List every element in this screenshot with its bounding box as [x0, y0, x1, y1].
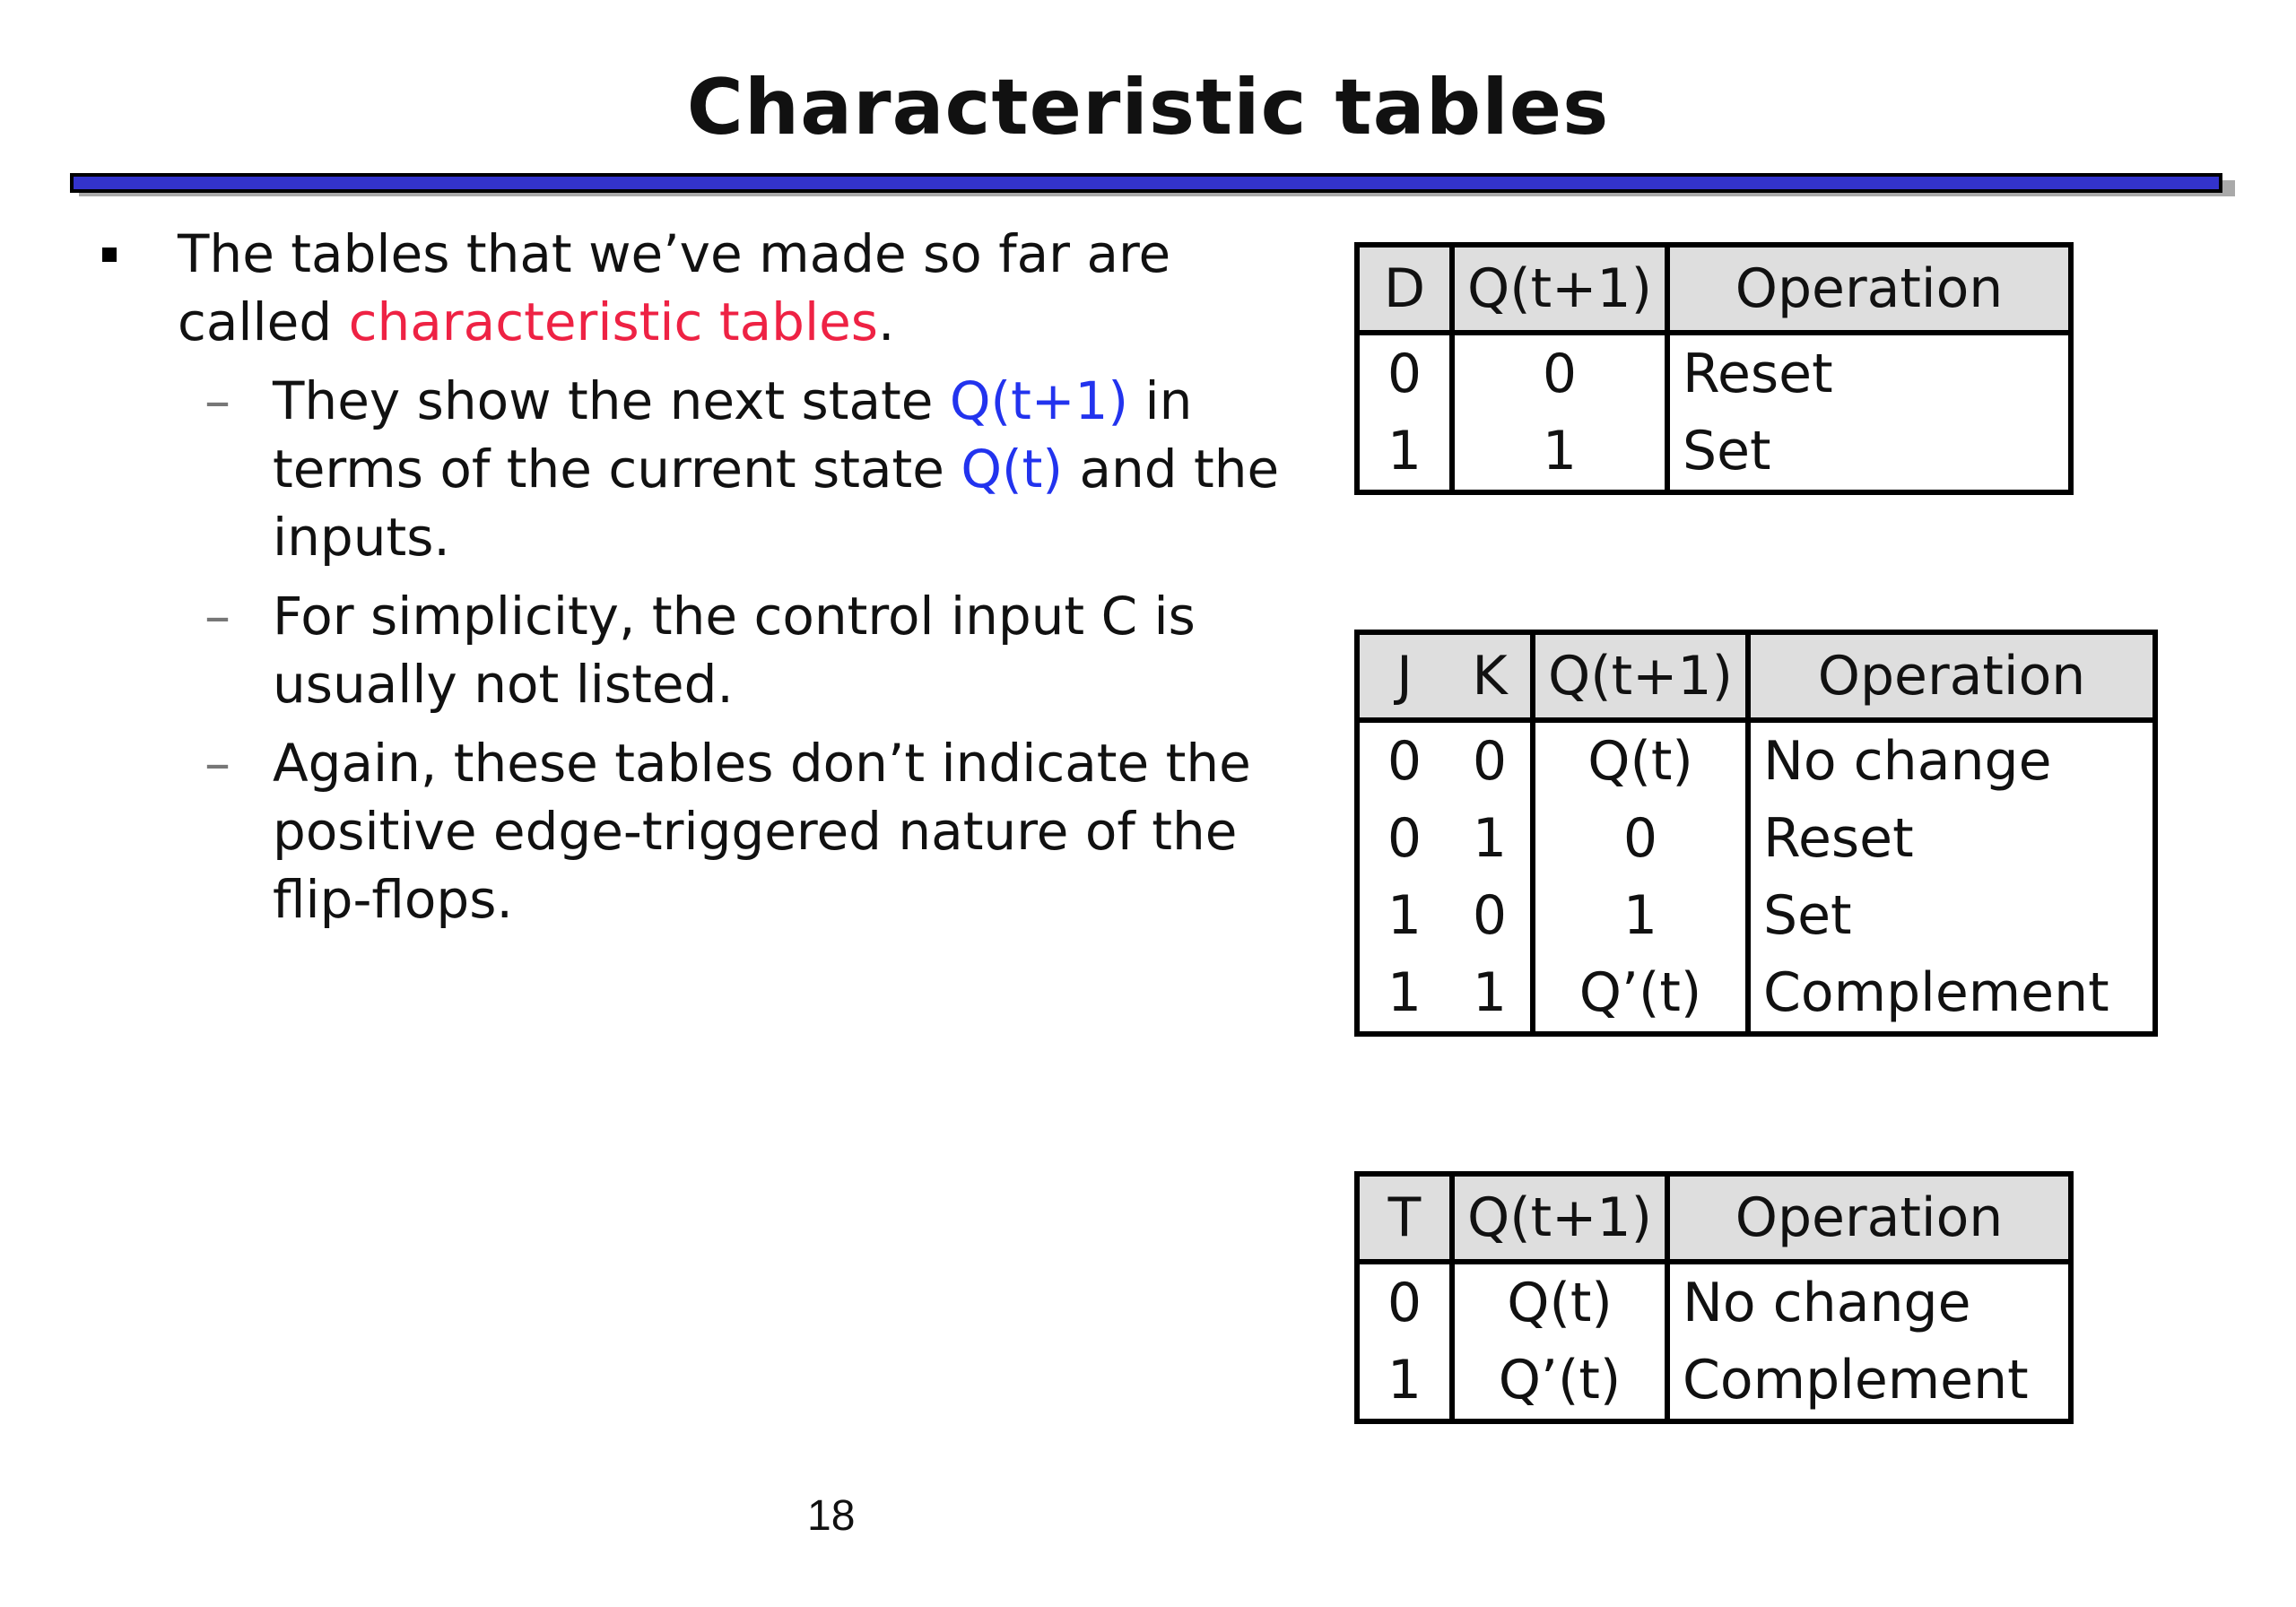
- table-row: [1357, 1262, 2071, 1342]
- table-row: [1357, 333, 2071, 413]
- table-header: Operation: [1667, 245, 2071, 333]
- table-row: [1357, 800, 2155, 877]
- table-row: [1357, 954, 2155, 1034]
- t-characteristic-table: [1354, 1171, 2074, 1424]
- table-cell: Q’(t): [1452, 1342, 1667, 1421]
- table-cell: Q’(t): [1533, 954, 1748, 1034]
- square-bullet-icon: [102, 248, 117, 262]
- sub-bullet-next-state: [90, 367, 1283, 571]
- table-header: Q(t+1): [1452, 245, 1667, 333]
- table-header: Operation: [1667, 1174, 2071, 1262]
- table-header: Q(t+1): [1452, 1174, 1667, 1262]
- sub-bullet-edge-triggered: [90, 729, 1283, 934]
- table-cell: Complement: [1763, 961, 2109, 1024]
- table-header: D: [1357, 245, 1452, 333]
- jk-characteristic-table: [1354, 630, 2158, 1037]
- table-cell: Set: [1683, 420, 1771, 482]
- sub-bullet-text: in terms of the current state: [273, 370, 1193, 499]
- table-cell: 0: [1452, 333, 1667, 413]
- highlight-characteristic-tables: characteristic tables: [348, 291, 878, 352]
- table-header: Operation: [1748, 632, 2155, 720]
- sub-bullet-list: [90, 367, 1283, 934]
- main-bullet: [90, 220, 1283, 356]
- table-cell: No change: [1763, 730, 2052, 793]
- slide-title: Characteristic tables: [686, 63, 1610, 152]
- table-cell: 1: [1452, 413, 1667, 492]
- sub-bullet-control-input: [90, 582, 1283, 718]
- page-number: 18: [807, 1492, 856, 1540]
- table-cell: 1: [1357, 1342, 1452, 1421]
- table-cell: Complement: [1683, 1349, 2029, 1412]
- dash-bullet-icon: –: [204, 586, 230, 647]
- table-cell: Q(t): [1452, 1262, 1667, 1342]
- table-cell: 0: [1387, 807, 1422, 870]
- main-bullet-line1: The tables that we’ve made so far are: [178, 223, 1171, 284]
- sub-bullet-text: They show the next state: [273, 370, 950, 431]
- table-cell: Set: [1763, 884, 1852, 947]
- sub-bullet-text: and the inputs.: [273, 439, 1280, 568]
- table-cell: 1: [1533, 877, 1748, 954]
- main-bullet-line2-pre: called: [178, 291, 349, 352]
- d-characteristic-table: [1354, 242, 2074, 495]
- table-header: Q(t+1): [1533, 632, 1748, 720]
- table-cell: No change: [1683, 1272, 1971, 1334]
- table-cell: 1: [1387, 961, 1422, 1024]
- table-row: [1357, 877, 2155, 954]
- table-cell: Q(t): [1533, 720, 1748, 800]
- table-cell: 1: [1387, 884, 1422, 947]
- highlight-current-state: Q(t): [961, 439, 1064, 499]
- table-cell: Reset: [1683, 343, 1833, 405]
- table-header: K: [1449, 632, 1533, 720]
- table-cell: Reset: [1763, 807, 1914, 870]
- dash-bullet-icon: –: [204, 733, 230, 794]
- sub-bullet-text: For simplicity, the control input C is usually not listed.: [273, 586, 1196, 715]
- table-cell: 0: [1357, 1262, 1452, 1342]
- table-cell: 0: [1449, 720, 1533, 800]
- table-cell: 1: [1449, 954, 1533, 1034]
- table-row: [1357, 720, 2155, 800]
- table-cell: 0: [1533, 800, 1748, 877]
- highlight-next-state: Q(t+1): [949, 370, 1129, 431]
- table-row: [1357, 413, 2071, 492]
- table-cell: 0: [1357, 333, 1452, 413]
- bullet-list: [90, 220, 1283, 944]
- table-cell: 1: [1357, 413, 1452, 492]
- table-header: J: [1357, 632, 1449, 720]
- title-rule: [70, 173, 2222, 193]
- main-bullet-line2-post: .: [877, 291, 895, 352]
- table-row: [1357, 1342, 2071, 1421]
- table-cell: 0: [1449, 877, 1533, 954]
- dash-bullet-icon: –: [204, 370, 230, 431]
- table-cell: 0: [1387, 730, 1422, 793]
- table-header: T: [1357, 1174, 1452, 1262]
- table-cell: 1: [1449, 800, 1533, 877]
- sub-bullet-text: Again, these tables don’t indicate the positive edge-triggered nature of the flip-flops.: [273, 733, 1251, 930]
